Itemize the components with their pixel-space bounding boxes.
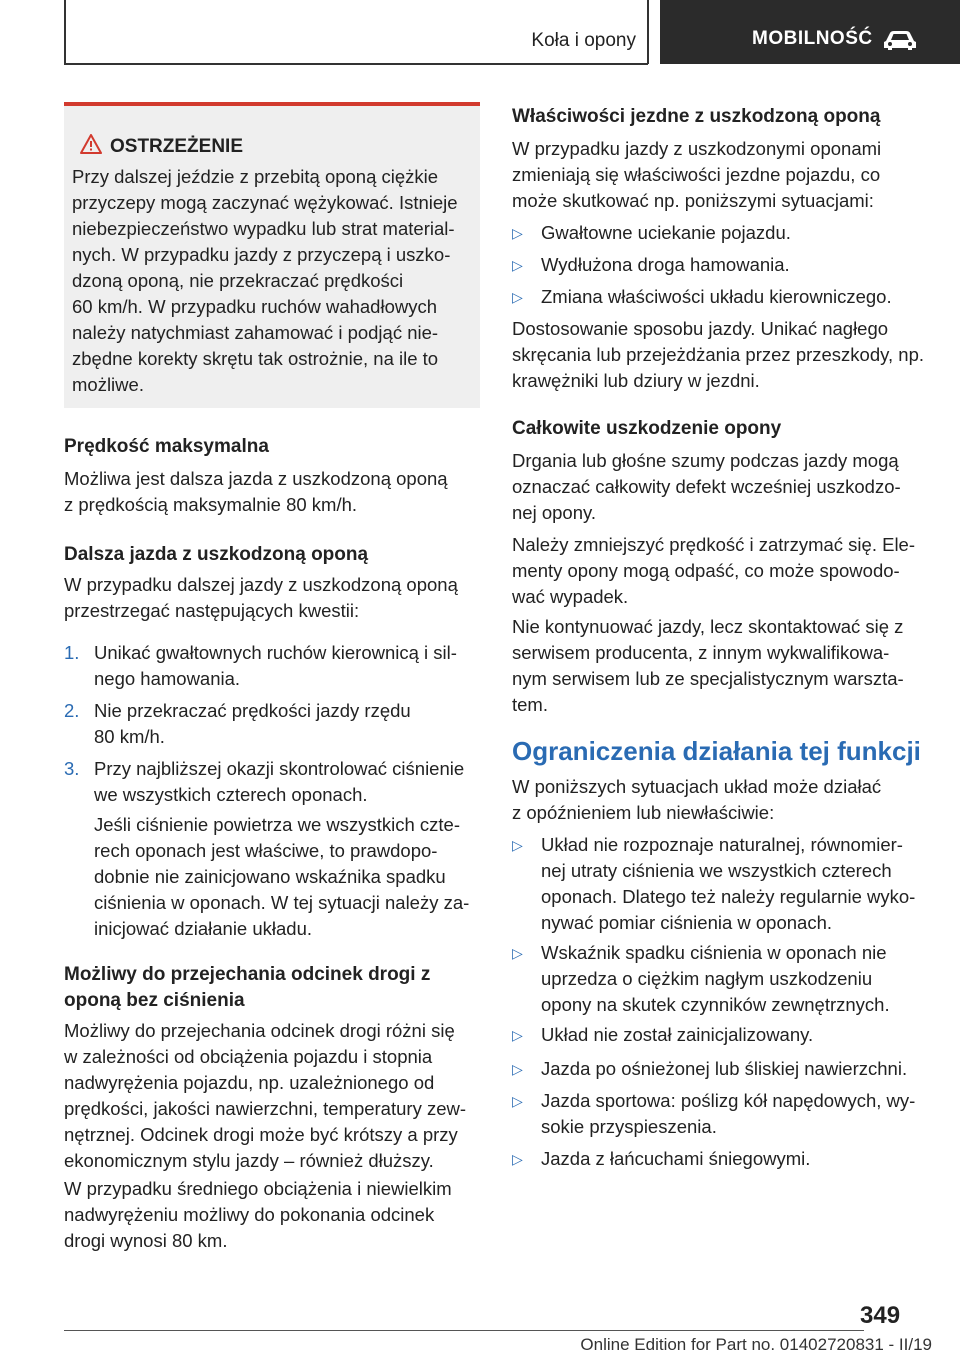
header-chapter-label: MOBILNOŚĆ xyxy=(752,28,873,49)
text-line: krawężniki lub dziury w jezdni. xyxy=(512,370,760,391)
heading-total-damage: Całkowite uszkodzenie opony xyxy=(512,418,782,439)
text-line: drogi wynosi 80 km. xyxy=(64,1230,228,1251)
total-damage-text-3 xyxy=(512,614,932,718)
header-rule-left xyxy=(64,0,66,64)
text-line: w zależności od obciążenia pojazdu i stopnia xyxy=(64,1046,433,1067)
heading-handling: Właściwości jezdne z uszkodzoną oponą xyxy=(512,106,881,127)
total-damage-text-1 xyxy=(512,448,932,526)
text-line: serwisem producenta, z innym wykwalifikowa‐ xyxy=(512,642,890,663)
bullet-triangle-icon: ▷ xyxy=(512,1027,523,1043)
warning-line: należy natychmiast zahamować i podjąć nie‐ xyxy=(72,322,439,343)
text-line: Unikać gwałtownych ruchów kierownicą i sil‐ xyxy=(94,642,457,663)
bullet-triangle-icon: ▷ xyxy=(512,289,523,305)
heading-flat-distance xyxy=(64,962,480,1014)
text-line: Dostosowanie sposobu jazdy. Unikać nagłego xyxy=(512,318,889,339)
text-line: Jazda z łańcuchami śniegowymi. xyxy=(541,1148,811,1169)
list-item-note xyxy=(94,812,480,942)
warning-line: niebezpieczeństwo wypadku lub strat material‐ xyxy=(72,218,455,239)
text-line: inicjować działanie układu. xyxy=(94,918,313,939)
text-line: przestrzegać następujących kwestii: xyxy=(64,600,360,621)
list-item xyxy=(541,1056,932,1082)
text-line: może skutkować np. poniższymi sytuacjami: xyxy=(512,190,874,211)
header-chapter-tab xyxy=(660,0,960,64)
text-line: Drgania lub głośne szumy podczas jazdy mogą xyxy=(512,450,899,471)
text-line: z prędkością maksymalnie 80 km/h. xyxy=(64,494,358,515)
text-line: Jazda po ośnieżonej lub śliskiej nawierzchni. xyxy=(541,1058,908,1079)
text-line: opony na skutek czynników zewnętrznych. xyxy=(541,994,890,1015)
text-line: zmieniają się właściwości jezdne pojazdu, co xyxy=(512,164,881,185)
flat-distance-text-2 xyxy=(64,1176,480,1254)
heading-max-speed: Prędkość maksymalna xyxy=(64,436,269,457)
text-line: z opóźnieniem lub niewłaściwie: xyxy=(512,802,775,823)
bullet-triangle-icon: ▷ xyxy=(512,945,523,961)
list-item: Wydłużona droga hamowania. xyxy=(541,254,790,275)
text-line: nywać pomiar ciśnienia w oponach. xyxy=(541,912,833,933)
list-item xyxy=(94,640,480,692)
max-speed-text xyxy=(64,466,480,518)
warning-line: przyczepy mogą zaczynać wężykować. Istnieje xyxy=(72,192,458,213)
header-section-title: Koła i opony xyxy=(531,30,636,51)
text-line: sokie przyspieszenia. xyxy=(541,1116,717,1137)
text-line: rech oponach jest właściwe, to prawdopo‐ xyxy=(94,840,438,861)
list-item: Gwałtowne uciekanie pojazdu. xyxy=(541,222,791,243)
text-line: W przypadku dalszej jazdy z uszkodzoną oponą xyxy=(64,574,458,595)
handling-text xyxy=(512,136,932,214)
continue-driving-text xyxy=(64,572,480,624)
footer-rule xyxy=(64,1330,864,1331)
text-line: Układ nie rozpoznaje naturalnej, równomier‐ xyxy=(541,834,903,855)
text-line: wać wypadek. xyxy=(512,586,629,607)
bullet-triangle-icon: ▷ xyxy=(512,1151,523,1167)
text-line: ciśnienia w oponach. W tej sytuacji należy za‐ xyxy=(94,892,470,913)
heading-line: oponą bez ciśnienia xyxy=(64,990,245,1011)
text-line: W poniższych sytuacjach układ może działać xyxy=(512,776,882,797)
text-line: Należy zmniejszyć prędkość i zatrzymać się. Ele‐ xyxy=(512,534,915,555)
list-item: Zmiana właściwości układu kierowniczego. xyxy=(541,286,892,307)
text-line: nym serwisem lub ze specjalistycznym warszta‐ xyxy=(512,668,904,689)
text-line: nadwyrężenia pojazdu, np. uzależnionego od xyxy=(64,1072,435,1093)
text-line: oponach. Dlatego też należy regularnie wyko‐ xyxy=(541,886,916,907)
text-line: nadwyrężeniu możliwy do pokonania odcinek xyxy=(64,1204,435,1225)
warning-line: zbędne korekty skrętu tak ostrożnie, na ile to xyxy=(72,348,439,369)
heading-function-limits: Ograniczenia działania tej funkcji xyxy=(512,736,921,766)
text-line: skręcania lub przejeżdżania przez przeszkody, np. xyxy=(512,344,925,365)
list-item xyxy=(541,1022,932,1048)
footer-edition: Online Edition for Part no. 01402720831 - II/19 xyxy=(580,1335,932,1354)
warning-line: 60 km/h. W przypadku ruchów wahadłowych xyxy=(72,296,438,317)
bullet-triangle-icon: ▷ xyxy=(512,257,523,273)
warning-line: możliwe. xyxy=(72,374,144,395)
text-line: prędkości, jakości nawierzchni, temperatury zew‐ xyxy=(64,1098,467,1119)
text-line: W przypadku średniego obciążenia i niewielkim xyxy=(64,1178,452,1199)
warning-triangle-icon xyxy=(80,134,102,154)
text-line: dobnie nie zainicjowano wskaźnika spadku xyxy=(94,866,446,887)
list-item xyxy=(94,698,480,750)
text-line: W przypadku jazdy z uszkodzonymi oponami xyxy=(512,138,882,159)
header-rule-divider xyxy=(647,0,649,64)
text-line: 80 km/h. xyxy=(94,726,165,747)
bullet-triangle-icon: ▷ xyxy=(512,1061,523,1077)
text-line: Układ nie został zainicjalizowany. xyxy=(541,1024,814,1045)
car-icon xyxy=(882,29,918,51)
handling-after-text xyxy=(512,316,932,394)
heading-line: Możliwy do przejechania odcinek drogi z xyxy=(64,964,431,985)
warning-box xyxy=(64,102,480,408)
warning-title: OSTRZEŻENIE xyxy=(110,136,244,157)
flat-distance-text xyxy=(64,1018,480,1174)
text-line: nej opony. xyxy=(512,502,596,523)
text-line: nej utraty ciśnienia we wszystkich czterech xyxy=(541,860,892,881)
text-line: menty opony mogą odpaść, co może spowodo‐ xyxy=(512,560,900,581)
text-line: Możliwa jest dalsza jazda z uszkodzoną oponą xyxy=(64,468,448,489)
text-line: Wskaźnik spadku ciśnienia w oponach nie xyxy=(541,942,887,963)
list-number: 1. xyxy=(64,642,80,663)
list-item xyxy=(541,1088,932,1140)
text-line: uprzedza o ciężkim nagłym uszkodzeniu xyxy=(541,968,873,989)
text-line: nętrznej. Odcinek drogi może być krótszy a przy xyxy=(64,1124,458,1145)
bullet-triangle-icon: ▷ xyxy=(512,837,523,853)
text-line: ekonomicznym stylu jazdy – również dłuższy. xyxy=(64,1150,434,1171)
text-line: we wszystkich czterech oponach. xyxy=(94,784,368,805)
text-line: Przy najbliższej okazji skontrolować ciśnienie xyxy=(94,758,465,779)
warning-line: dzoną oponą, nie przekraczać prędkości xyxy=(72,270,404,291)
text-line: nego hamowania. xyxy=(94,668,241,689)
text-line: Jazda sportowa: poślizg kół napędowych, wy‐ xyxy=(541,1090,916,1111)
total-damage-text-2 xyxy=(512,532,932,610)
function-limits-text xyxy=(512,774,932,826)
header-rule-bottom xyxy=(64,63,648,65)
text-line: Nie przekraczać prędkości jazdy rzędu xyxy=(94,700,411,721)
list-item xyxy=(541,832,932,936)
list-number: 2. xyxy=(64,700,80,721)
list-item xyxy=(94,756,480,808)
list-number: 3. xyxy=(64,758,80,779)
text-line: oznaczać całkowity defekt wcześniej uszkodzo‐ xyxy=(512,476,901,497)
warning-line: Przy dalszej jeździe z przebitą oponą ciężkie xyxy=(72,166,439,187)
list-item xyxy=(541,1146,932,1172)
text-line: Nie kontynuować jazdy, lecz skontaktować się z xyxy=(512,616,904,637)
bullet-triangle-icon: ▷ xyxy=(512,225,523,241)
heading-continue-driving: Dalsza jazda z uszkodzoną oponą xyxy=(64,544,369,565)
text-line: Możliwy do przejechania odcinek drogi różni się xyxy=(64,1020,455,1041)
bullet-triangle-icon: ▷ xyxy=(512,1093,523,1109)
list-item xyxy=(541,940,932,1018)
warning-text xyxy=(72,164,474,398)
text-line: Jeśli ciśnienie powietrza we wszystkich czte‐ xyxy=(94,814,461,835)
warning-line: nych. W przypadku jazdy z przyczepą i uszko‐ xyxy=(72,244,451,265)
page-number: 349 xyxy=(860,1302,901,1329)
text-line: tem. xyxy=(512,694,548,715)
